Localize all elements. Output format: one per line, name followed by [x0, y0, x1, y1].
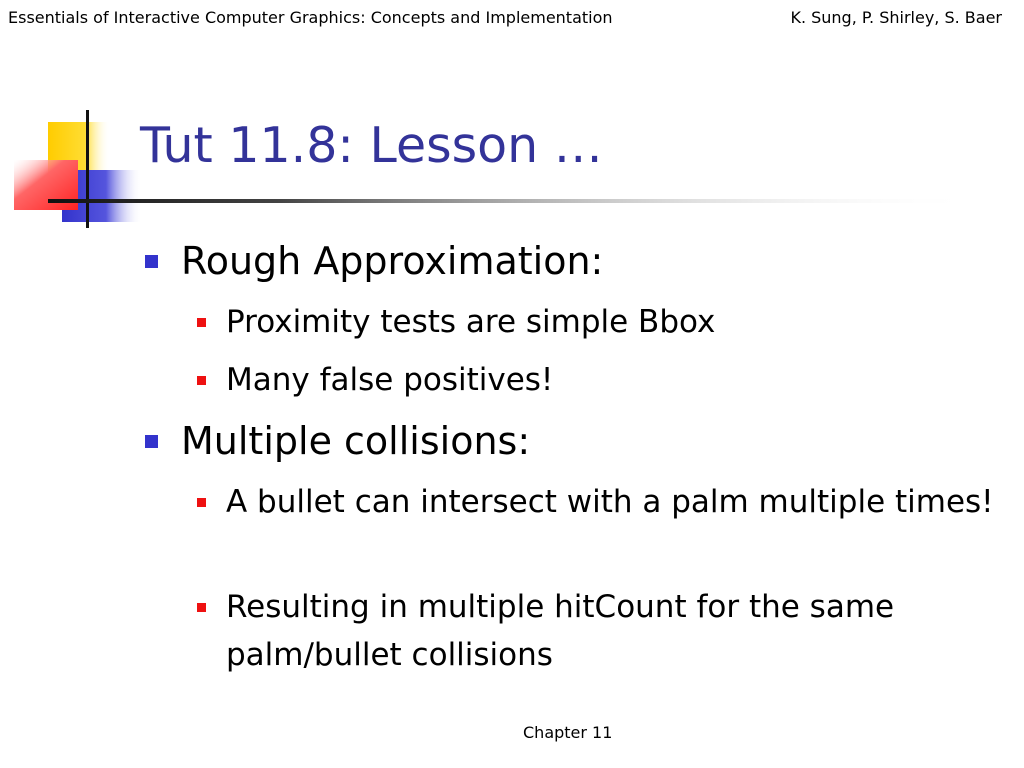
slide-title: Tut 11.8: Lesson …: [140, 117, 603, 174]
header-authors: K. Sung, P. Shirley, S. Baer: [790, 8, 1002, 27]
bullet-level2-text: Many false positives!: [226, 362, 554, 398]
square-bullet-icon: [197, 376, 206, 385]
bullet-level2-text: Proximity tests are simple Bbox: [226, 304, 716, 340]
footer-chapter: Chapter 11: [523, 723, 613, 742]
bullet-level1-text: Rough Approximation:: [181, 239, 604, 283]
square-bullet-icon: [145, 255, 158, 268]
header-book-title: Essentials of Interactive Computer Graphics: Concepts and Implementation: [8, 8, 613, 27]
square-bullet-icon: [197, 318, 206, 327]
bullet-level1-text: Multiple collisions:: [181, 419, 531, 463]
bullet-level2-text: Resulting in multiple hitCount for the same palm/bullet collisions: [226, 589, 895, 673]
bullet-level2-text: A bullet can intersect with a palm multiple times!: [226, 484, 994, 520]
square-bullet-icon: [145, 435, 158, 448]
square-bullet-icon: [197, 603, 206, 612]
square-bullet-icon: [197, 498, 206, 507]
